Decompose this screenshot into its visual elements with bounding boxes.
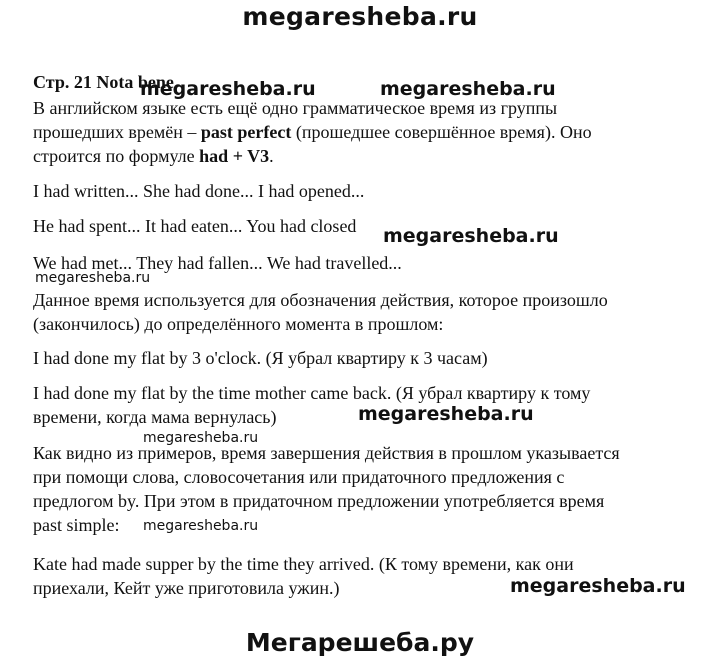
intro-line: строится по формуле had + V3. [33, 146, 274, 166]
example-line: We had met... They had fallen... We had travelled... [33, 253, 402, 273]
explanation-line: past simple: [33, 515, 120, 535]
watermark: megaresheba.ru [383, 225, 559, 247]
term-past-perfect: past perfect [200, 122, 292, 142]
watermark: megaresheba.ru [140, 78, 316, 100]
watermark: megaresheba.ru [510, 575, 686, 597]
page-heading: Стр. 21 Nota bene [33, 72, 174, 92]
intro-line: прошедших времён – past perfect (прошедшее совершённое время). Оно [33, 122, 592, 142]
watermark: megaresheba.ru [35, 270, 151, 286]
site-header: megaresheba.ru [242, 2, 478, 31]
example-line: I had written... She had done... I had opened... [33, 181, 365, 201]
example-sentence: I had done my flat by the time mother came back. (Я убрал квартиру к тому [33, 383, 591, 403]
example-line: He had spent... It had eaten... You had closed [33, 216, 357, 236]
explanation-line: Как видно из примеров, время завершения действия в прошлом указывается [33, 443, 620, 463]
watermark: megaresheba.ru [143, 518, 259, 534]
example-sentence: времени, когда мама вернулась) [33, 407, 277, 427]
intro-line: В английском языке есть ещё одно грамматическое время из группы [33, 98, 558, 118]
example-sentence: Kate had made supper by the time they arrived. (К тому времени, как они [33, 554, 574, 574]
example-sentence: I had done my flat by 3 o'clock. (Я убрал квартиру к 3 часам) [33, 348, 488, 368]
usage-line: (закончилось) до определённого момента в прошлом: [33, 314, 444, 334]
watermark: megaresheba.ru [358, 403, 534, 425]
site-footer: Мегарешеба.ру [245, 628, 475, 657]
watermark: megaresheba.ru [380, 78, 556, 100]
explanation-line: предлогом by. При этом в придаточном предложении употребляется время [33, 491, 605, 511]
watermark: megaresheba.ru [143, 430, 259, 446]
example-sentence: приехали, Кейт уже приготовила ужин.) [33, 578, 340, 598]
usage-line: Данное время используется для обозначения действия, которое произошло [33, 290, 608, 310]
formula: had + V3 [199, 146, 270, 166]
explanation-line: при помощи слова, словосочетания или придаточного предложения с [33, 467, 565, 487]
